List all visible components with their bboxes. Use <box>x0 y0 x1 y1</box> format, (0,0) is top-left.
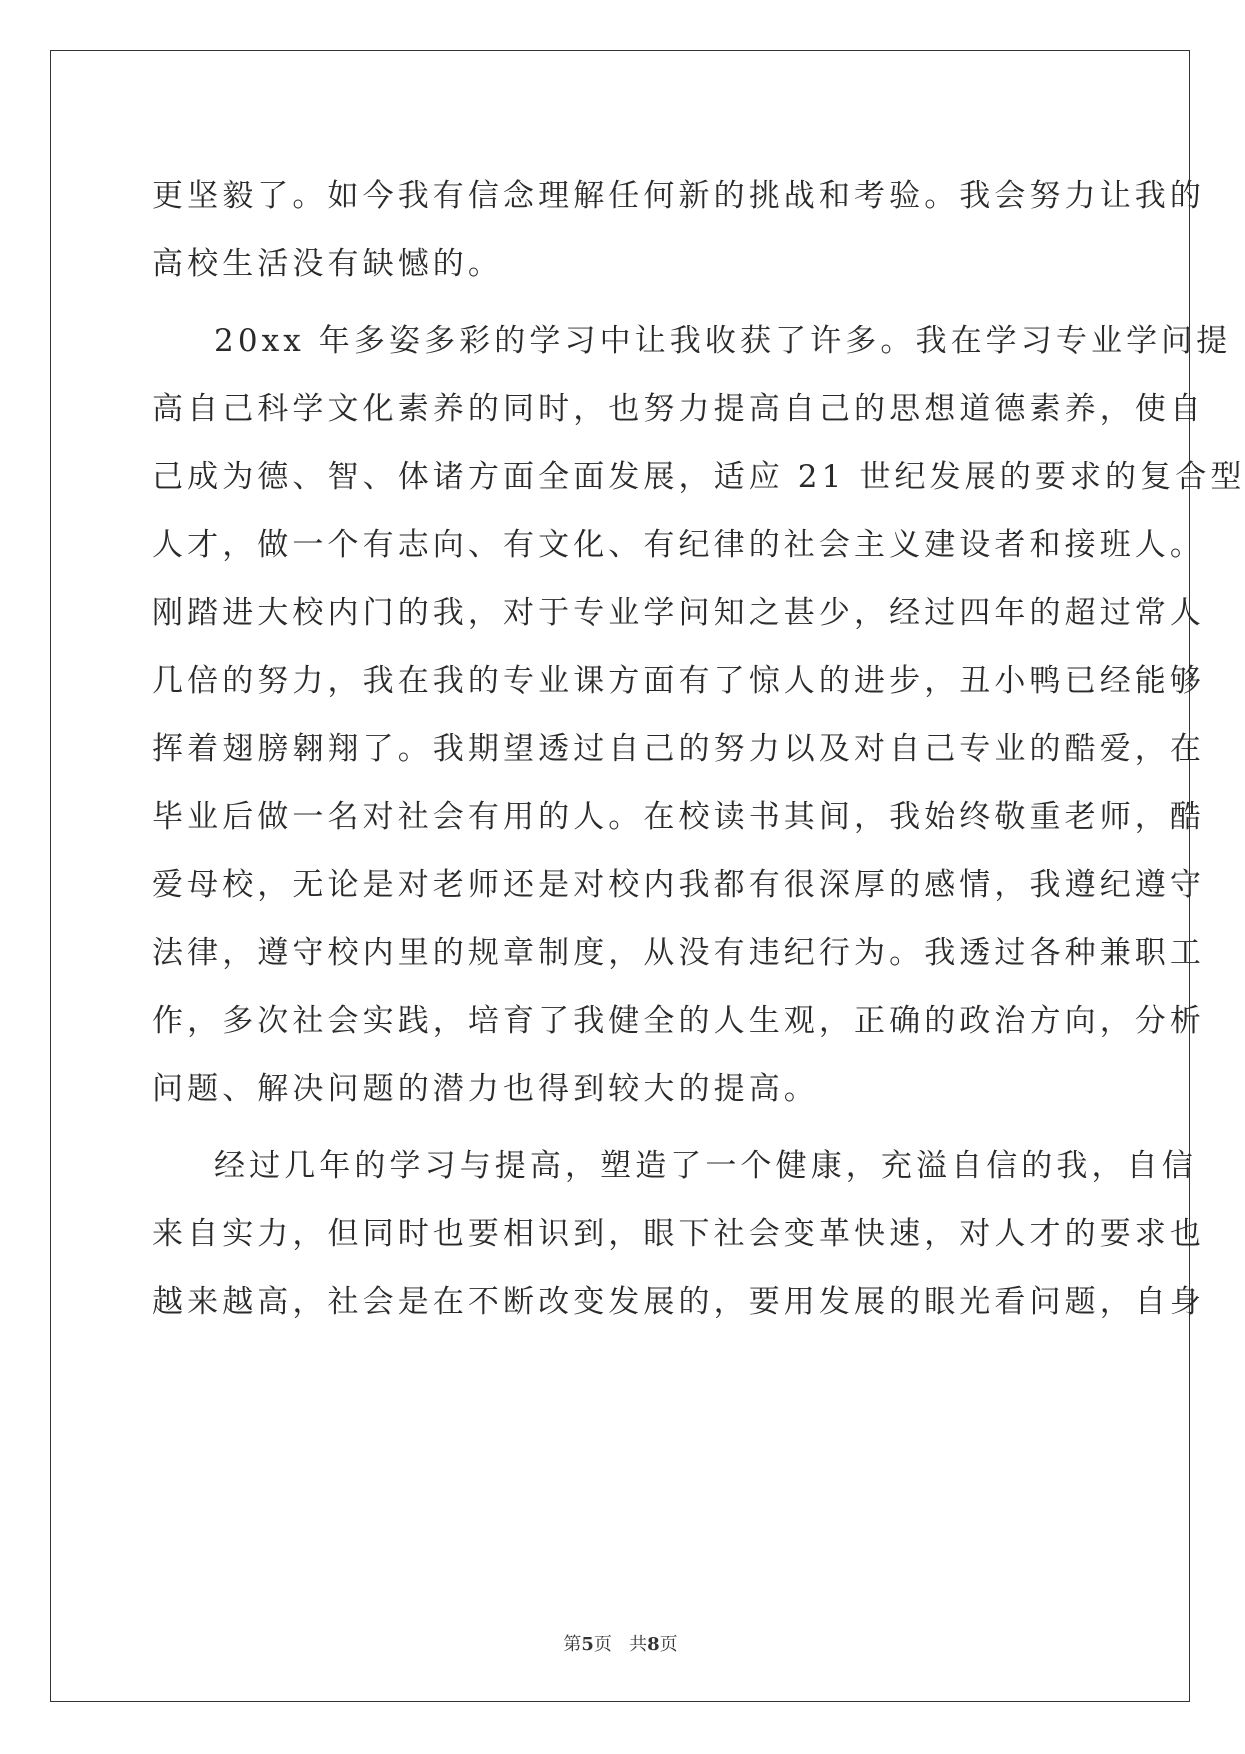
paragraph-first-line: 20xx 年多姿多彩的学习中让我收获了许多。我在学习专业学问提 <box>214 323 1232 359</box>
text-line: 高自己科学文化素养的同时，也努力提高自己的思想道德素养，使自 <box>152 391 1205 427</box>
text-line: 法律，遵守校内里的规章制度，从没有违纪行为。我透过各种兼职工 <box>152 935 1205 971</box>
text-line: 越来越高，社会是在不断改变发展的，要用发展的眼光看问题，自身 <box>152 1284 1205 1320</box>
page-unit: 页 <box>593 1634 612 1655</box>
total-prefix: 共 <box>629 1634 648 1655</box>
text-line: 人才，做一个有志向、有文化、有纪律的社会主义建设者和接班人。 <box>152 527 1205 563</box>
text-line: 高校生活没有缺憾的。 <box>152 246 503 282</box>
text-line: 几倍的努力，我在我的专业课方面有了惊人的进步，丑小鸭已经能够 <box>152 663 1205 699</box>
text-line: 毕业后做一名对社会有用的人。在校读书其间，我始终敬重老师，酷 <box>152 799 1205 835</box>
text-line: 作，多次社会实践，培育了我健全的人生观，正确的政治方向，分析 <box>152 1003 1205 1039</box>
text-line: 刚踏进大校内门的我，对于专业学问知之甚少，经过四年的超过常人 <box>152 595 1205 631</box>
total-page-number: 8 <box>647 1634 660 1655</box>
document-body <box>152 162 1245 1336</box>
text-line: 己成为德、智、体诸方面全面发展，适应 21 世纪发展的要求的复合型 <box>152 459 1245 495</box>
text-line: 更坚毅了。如今我有信念理解任何新的挑战和考验。我会努力让我的 <box>152 178 1205 214</box>
text-line: 来自实力，但同时也要相识到，眼下社会变革快速，对人才的要求也 <box>152 1216 1205 1252</box>
text-line: 问题、解决问题的潜力也得到较大的提高。 <box>152 1071 819 1107</box>
text-line: 爱母校，无论是对老师还是对校内我都有很深厚的感情，我遵纪遵守 <box>152 867 1205 903</box>
total-unit: 页 <box>659 1634 678 1655</box>
paragraph-first-line: 经过几年的学习与提高，塑造了一个健康，充溢自信的我，自信 <box>214 1148 1197 1184</box>
text-line: 挥着翅膀翱翔了。我期望透过自己的努力以及对自己专业的酷爱，在 <box>152 731 1205 767</box>
page-footer <box>0 1630 1241 1656</box>
current-page-number: 5 <box>581 1634 594 1655</box>
page-prefix: 第 <box>563 1634 582 1655</box>
